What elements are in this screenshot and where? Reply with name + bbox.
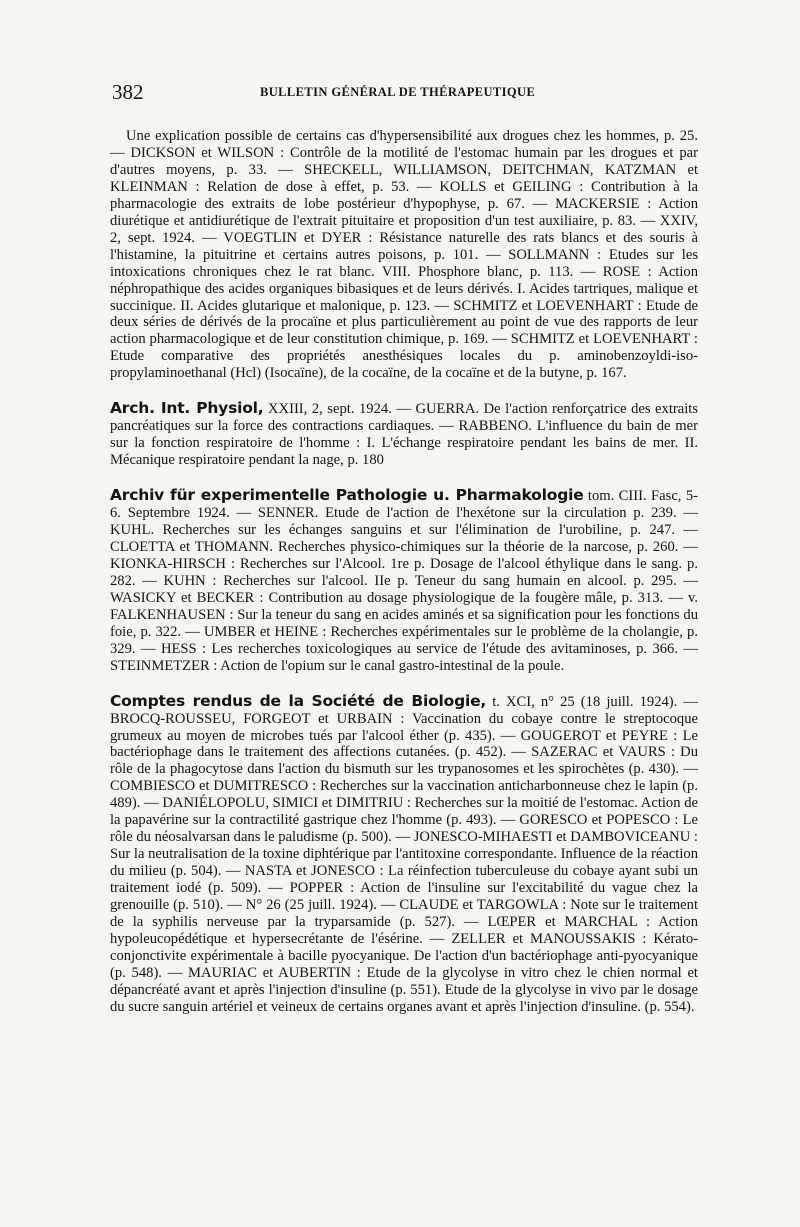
source-title: Arch. Int. Physiol,: [110, 399, 264, 418]
page-header: [112, 80, 692, 106]
running-title: BULLETIN GÉNÉRAL DE THÉRAPEUTIQUE: [260, 85, 536, 99]
section-text: t. XCI, n° 25 (18 juill. 1924). — BROCQ-ROUSSEU, FORGEOT et URBAIN : Vaccination du cobaye contre le streptocoque grumeux au moyen de microbes tués par l'alcool éther (p. 435). — GOUGEROT et PEYRE : Le bactériophage dans le traitement des affections cutanées. (p. 452). — SAZERAC et VAURS : Du rôle de la phagocytose dans l'action du bismuth sur les trypanosomes et les spirochètes (p. 430). — COMBIESCO et DUMITRESCO : Recherches sur la vaccination anticharbonneuse chez le lapin (p. 489). — DANIÉLOPOLU, SIMICI et DIMITRIU : Recherches sur la moitié de l'estomac. Action de la papavérine sur la contractilité gastrique chez l'homme (p. 493). — GORESCO et POPESCO : Le rôle du néosalvarsan dans le paludisme (p. 500). — JONESCO-MIHAESTI et DAMBOVICEANU : Sur la neutralisation de la toxine diphtérique par l'antitoxine correspondante. Influence de la réaction du milieu (p. 504). — NASTA et JONESCO : La réinfection tuberculeuse du cobaye ayant subi un traitement iodé (p. 509). — POPPER : Action de l'insuline sur l'excitabilité du vague chez la grenouille (p. 510). — N° 26 (25 juill. 1924). — CLAUDE et TARGOWLA : Note sur le traitement de la syphilis nerveuse par la tryparsamide (p. 527). — LŒPER et MARCHAL : Action hypoleucopédétique et hypersecrétante de l'ésérine. — ZELLER et MANOUSSAKIS : Kérato-conjonctivite expérimentale à bacille pyocyanique. De l'action d'un bactériophage anti-pyocyanique (p. 548). — MAURIAC et AUBERTIN : Etude de la glycolyse in vitro chez le chien normal et dépancréaté avant et après l'injection d'insuline (p. 551). Etude de la glycolyse in vivo par le dosage du sucre sanguin artériel et veineux de certains organes avant et après l'injection d'insuline. (p. 554).: [110, 693, 698, 1015]
source-title: Archiv für experimentelle Pathologie u. Pharmakologie: [110, 486, 584, 505]
page-number: 382: [112, 80, 144, 104]
intro-paragraph: Une explication possible de certains cas d'hypersensibilité aux drogues chez les hommes, p. 25. — DICKSON et WILSON : Contrôle de la motilité de l'estomac humain par les drogues et par d'autres moyens, p. 33. — SHECKELL, WILLIAMSON, DEITCHMAN, KATZMAN et KLEINMAN : Relation de dose à effet, p. 53. — KOLLS et GEILING : Contribution à la pharmacologie des extraits de lobe postérieur d'hypophyse, p. 67. — MACKERSIE : Action diurétique et antidiurétique de l'extrait pituitaire et proposition d'un test auxiliaire, p. 83. — XXIV, 2, sept. 1924. — VOEGTLIN et DYER : Résistance naturelle des rats blancs et des souris à l'histamine, la pituitrine et certains autres poisons, p. 101. — SOLLMANN : Etudes sur les intoxications chroniques chez le rat blanc. VIII. Phosphore blanc, p. 113. — ROSE : Action néphropathique des acides organiques bibasiques et de leurs dérivés. I. Acides tartriques, malique et succinique. II. Acides glutarique et malonique, p. 123. — SCHMITZ et LOEVENHART : Etude de deux séries de dérivés de la procaïne et plus particulièrement au point de vue des rapports de leur action pharmacologique et de leur constitution chimique, p. 169. — SCHMITZ et LOEVENHART : Etude comparative des propriétés anesthésiques locales du p. aminobenzoyldi-iso-propylaminoethanal (Hcl) (Isocaïne), de la cocaïne, de la cocaïne et de la butyne, p. 167.: [110, 128, 698, 382]
section-text: XXIII, 2, sept. 1924. — GUERRA. De l'action renforçatrice des extraits pancréatiques sur la force des contractions cardiaques. — RABBENO. L'influence du bain de mer sur la fonction respiratoire de l'homme : I. L'échange respiratoire pendant les bains de mer. II. Mécanique respiratoire pendant la nage, p. 180: [110, 401, 698, 469]
section-arch-int-physiol: [110, 400, 698, 469]
page-body: [110, 128, 698, 1016]
section-comptes-rendus: [110, 693, 698, 1016]
section-archiv-experimentelle: [110, 487, 698, 674]
section-text: tom. CIII. Fasc, 5-6. Septembre 1924. — SENNER. Etude de l'action de l'hexétone sur la circulation p. 239. — KUHL. Recherches sur les échanges sanguins et sur l'élimination de l'urobiline, p. 247. — CLOETTA et THOMANN. Recherches physico-chimiques sur la théorie de la narcose, p. 260. — KIONKA-HIRSCH : Recherches sur l'Alcool. 1re p. Dosage de l'alcool éthylique dans le sang. p. 282. — KUHN : Recherches sur l'alcool. IIe p. Teneur du sang humain en alcool. p. 295. — WASICKY et BECKER : Contribution au dosage physiologique de la fougère mâle, p. 313. — v. FALKENHAUSEN : Sur la teneur du sang en acides aminés et sa signification pour les fonctions du foie, p. 322. — UMBER et HEINE : Recherches expérimentales sur le problème de la cholangie, p. 329. — HESS : Les recherches toxicologiques au service de l'étude des avitaminoses, p. 366. — STEINMETZER : Action de l'opium sur le canal gastro-intestinal de la poule.: [110, 488, 699, 674]
source-title: Comptes rendus de la Société de Biologie,: [110, 691, 487, 710]
